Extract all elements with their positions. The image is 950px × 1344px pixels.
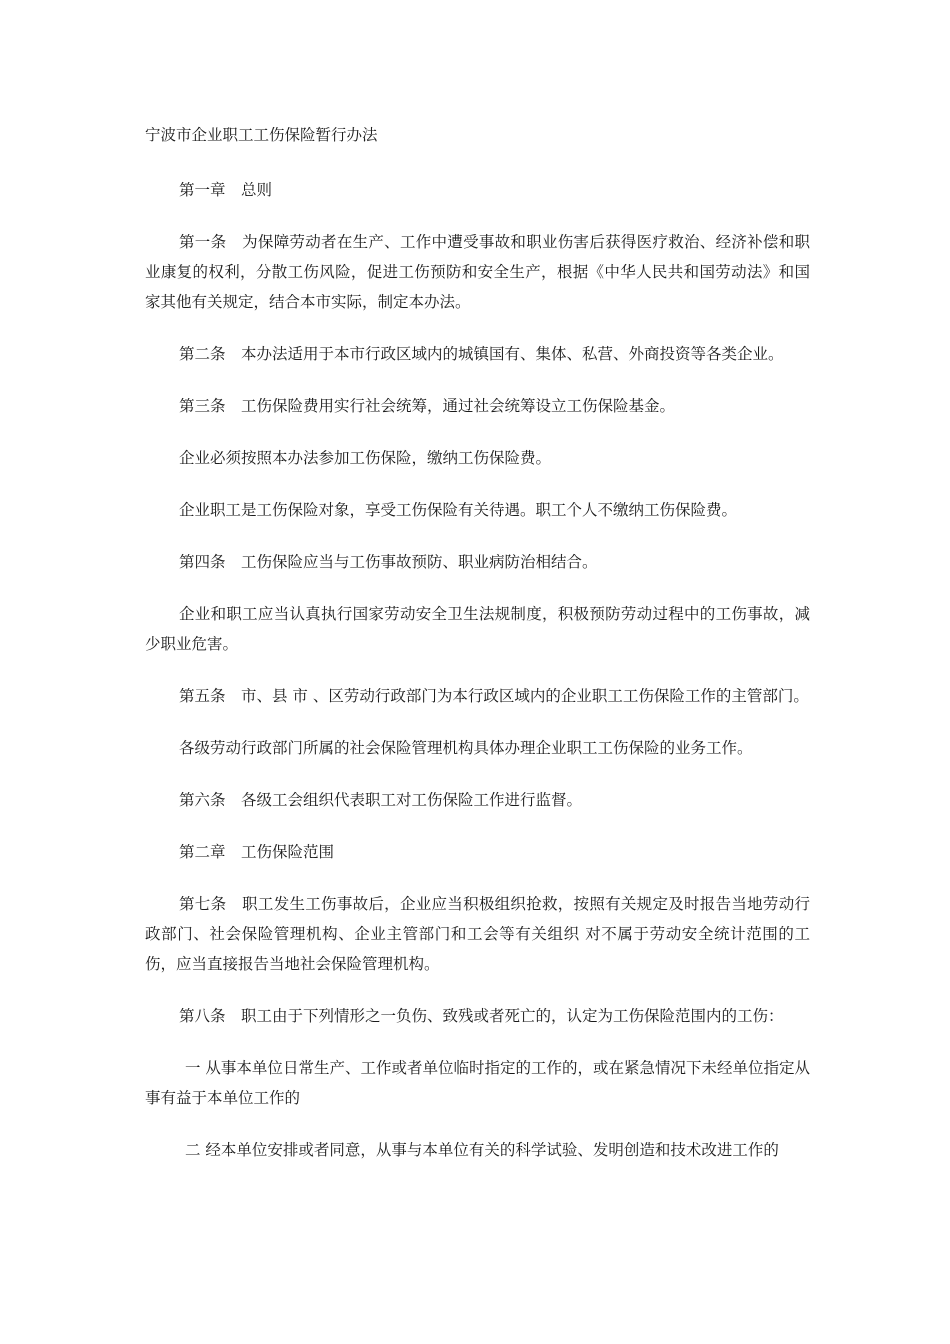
article-5-clause-2: 各级劳动行政部门所属的社会保险管理机构具体办理企业职工工伤保险的业务工作。 xyxy=(179,739,753,757)
article-3-clause-3: 企业职工是工伤保险对象，享受工伤保险有关待遇。职工个人不缴纳工伤保险费。 xyxy=(179,501,738,519)
article-8-item-1: 一 从事本单位日常生产、工作或者单位临时指定的工作的，或在紧急情况下未经单位指定从事有益于本单位工作的 xyxy=(145,1059,810,1107)
article-1: 第一条 为保障劳动者在生产、工作中遭受事故和职业伤害后获得医疗救治、经济补偿和职业康复的权利，分散工伤风险，促进工伤预防和安全生产，根据《中华人民共和国劳动法》和国家其他有关规定，结合本市实际，制定本办法。 xyxy=(145,233,810,311)
article-4-clause-2: 企业和职工应当认真执行国家劳动安全卫生法规制度，积极预防劳动过程中的工伤事故，减少职业危害。 xyxy=(145,605,810,653)
article-5: 第五条 市、县 市 、区劳动行政部门为本行政区域内的企业职工工伤保险工作的主管部门。 xyxy=(179,687,809,705)
article-8-item-2: 二 经本单位安排或者同意，从事与本单位有关的科学试验、发明创造和技术改进工作的 xyxy=(185,1141,779,1159)
chapter-heading-2: 第二章 工伤保险范围 xyxy=(179,843,335,861)
article-3-clause-2: 企业必须按照本办法参加工伤保险，缴纳工伤保险费。 xyxy=(179,449,552,467)
document-title: 宁波市企业职工工伤保险暂行办法 xyxy=(145,126,378,144)
article-8: 第八条 职工由于下列情形之一负伤、致残或者死亡的，认定为工伤保险范围内的工伤： xyxy=(179,1007,784,1025)
chapter-heading-1: 第一章 总则 xyxy=(179,181,273,199)
article-2: 第二条 本办法适用于本市行政区域内的城镇国有、集体、私营、外商投资等各类企业。 xyxy=(179,345,784,363)
document-body xyxy=(145,175,810,1187)
article-7: 第七条 职工发生工伤事故后，企业应当积极组织抢救，按照有关规定及时报告当地劳动行政部门、社会保险管理机构、企业主管部门和工会等有关组织 对不属于劳动安全统计范围的工伤，应当直接报告当地社会保险管理机构。 xyxy=(145,895,810,973)
article-3: 第三条 工伤保险费用实行社会统筹，通过社会统筹设立工伤保险基金。 xyxy=(179,397,676,415)
article-6: 第六条 各级工会组织代表职工对工伤保险工作进行监督。 xyxy=(179,791,583,809)
article-4: 第四条 工伤保险应当与工伤事故预防、职业病防治相结合。 xyxy=(179,553,598,571)
